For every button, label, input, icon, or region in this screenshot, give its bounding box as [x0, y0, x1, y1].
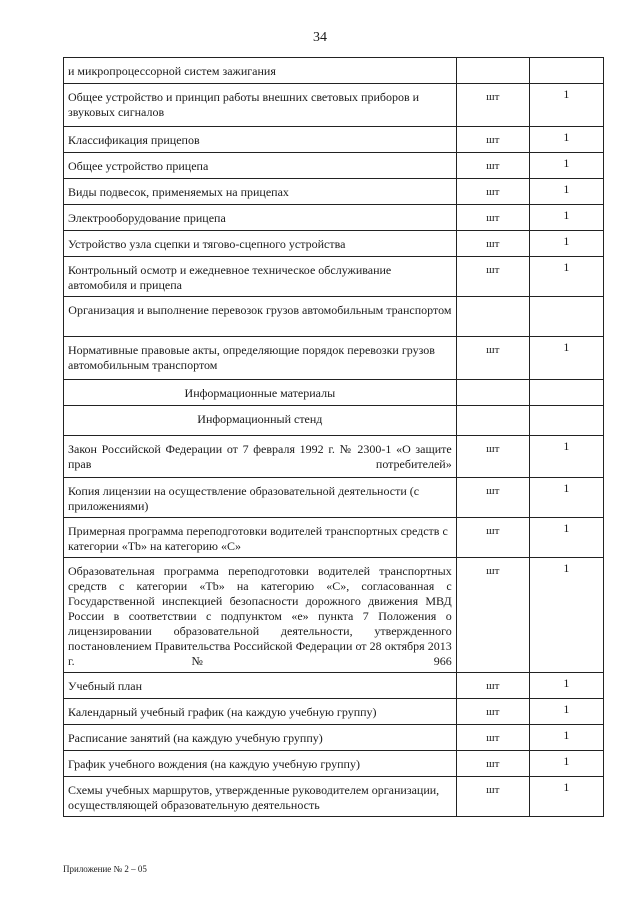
quantity-cell: 1 [529, 478, 603, 518]
quantity-cell: 1 [529, 84, 603, 127]
item-name-cell: Организация и выполнение перевозок грузов автомобильным транспортом [64, 297, 457, 337]
item-name-cell: Информационный стенд [64, 406, 457, 436]
table-row [64, 436, 604, 478]
unit-cell: шт [456, 558, 529, 673]
quantity-cell [529, 406, 603, 436]
unit-cell: шт [456, 153, 529, 179]
unit-cell: шт [456, 673, 529, 699]
unit-cell: шт [456, 84, 529, 127]
table-row [64, 406, 604, 436]
item-name-cell: Классификация прицепов [64, 127, 457, 153]
quantity-cell: 1 [529, 179, 603, 205]
unit-cell: шт [456, 436, 529, 478]
table-row [64, 699, 604, 725]
table-row [64, 518, 604, 558]
unit-cell: шт [456, 257, 529, 297]
equipment-table-body [64, 58, 604, 817]
item-name-cell: Общее устройство и принцип работы внешних световых приборов и звуковых сигналов [64, 84, 457, 127]
item-name-cell: Виды подвесок, применяемых на прицепах [64, 179, 457, 205]
table-row [64, 205, 604, 231]
table-row [64, 478, 604, 518]
quantity-cell: 1 [529, 127, 603, 153]
unit-cell: шт [456, 751, 529, 777]
unit-cell: шт [456, 777, 529, 817]
quantity-cell [529, 380, 603, 406]
table-row [64, 231, 604, 257]
quantity-cell: 1 [529, 337, 603, 380]
table-row [64, 153, 604, 179]
unit-cell: шт [456, 205, 529, 231]
quantity-cell: 1 [529, 257, 603, 297]
table-row [64, 337, 604, 380]
item-name-cell: Информационные материалы [64, 380, 457, 406]
table-row [64, 297, 604, 337]
unit-cell [456, 297, 529, 337]
page-number: 34 [313, 30, 327, 45]
unit-cell: шт [456, 699, 529, 725]
unit-cell: шт [456, 337, 529, 380]
unit-cell: шт [456, 725, 529, 751]
item-name-cell: Устройство узла сцепки и тягово-сцепного устройства [64, 231, 457, 257]
quantity-cell: 1 [529, 777, 603, 817]
equipment-table [63, 57, 604, 817]
unit-cell: шт [456, 127, 529, 153]
item-name-cell: Нормативные правовые акты, определяющие порядок перевозки грузов автомобильным транспортом [64, 337, 457, 380]
quantity-cell [529, 297, 603, 337]
table-row [64, 84, 604, 127]
unit-cell [456, 58, 529, 84]
page-footer: Приложение № 2 – 05 [63, 864, 147, 874]
table-row [64, 257, 604, 297]
item-name-cell: и микропроцессорной систем зажигания [64, 58, 457, 84]
unit-cell: шт [456, 231, 529, 257]
item-name-cell: Электрооборудование прицепа [64, 205, 457, 231]
unit-cell: шт [456, 179, 529, 205]
item-name-cell: Календарный учебный график (на каждую учебную группу) [64, 699, 457, 725]
table-row [64, 751, 604, 777]
item-name-cell: Учебный план [64, 673, 457, 699]
quantity-cell: 1 [529, 725, 603, 751]
table-row [64, 558, 604, 673]
table-row [64, 673, 604, 699]
quantity-cell: 1 [529, 699, 603, 725]
item-name-cell: Примерная программа переподготовки водителей транспортных средств с категории «Tb» на категорию «C» [64, 518, 457, 558]
quantity-cell: 1 [529, 673, 603, 699]
quantity-cell: 1 [529, 153, 603, 179]
quantity-cell: 1 [529, 518, 603, 558]
item-name-cell: Образовательная программа переподготовки водителей транспортных средств с категории «Tb» на категорию «C», согласованная с Государственной инспекцией безопасности дорожного движения МВД России в соответствии с подпунктом «е» пункта 7 Положения о лицензировании образовательной деятельности, утвержденного постановлением Правительства Российской Федерации от 28 октября 2013 г. № 966 [64, 558, 457, 673]
item-name-cell: Закон Российской Федерации от 7 февраля 1992 г. № 2300-1 «О защите прав потребителей» [64, 436, 457, 478]
unit-cell [456, 406, 529, 436]
item-name-cell: Общее устройство прицепа [64, 153, 457, 179]
quantity-cell: 1 [529, 436, 603, 478]
table-row [64, 777, 604, 817]
quantity-cell: 1 [529, 751, 603, 777]
table-row [64, 179, 604, 205]
item-name-cell: Схемы учебных маршрутов, утвержденные руководителем организации, осуществляющей образовательную деятельность [64, 777, 457, 817]
table-row [64, 380, 604, 406]
unit-cell: шт [456, 518, 529, 558]
item-name-cell: Расписание занятий (на каждую учебную группу) [64, 725, 457, 751]
quantity-cell: 1 [529, 558, 603, 673]
item-name-cell: Контрольный осмотр и ежедневное техническое обслуживание автомобиля и прицепа [64, 257, 457, 297]
item-name-cell: Копия лицензии на осуществление образовательной деятельности (с приложениями) [64, 478, 457, 518]
unit-cell [456, 380, 529, 406]
item-name-cell: График учебного вождения (на каждую учебную группу) [64, 751, 457, 777]
table-row [64, 725, 604, 751]
quantity-cell [529, 58, 603, 84]
table-row [64, 127, 604, 153]
table-row [64, 58, 604, 84]
quantity-cell: 1 [529, 231, 603, 257]
unit-cell: шт [456, 478, 529, 518]
quantity-cell: 1 [529, 205, 603, 231]
